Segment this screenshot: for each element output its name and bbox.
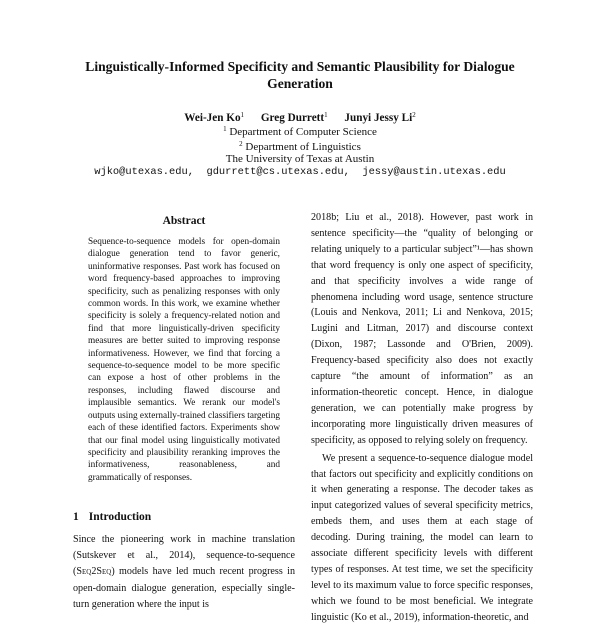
body-paragraph: We present a sequence-to-sequence dialogue model that factors out specificity and explicitly conditions on it when generating a response. The decoder takes as input categorized values of several specificity metrics, embeds them, and uses them at each stage of decoding. During training, the model can learn to associate different specificity levels with different types of responses. At test time, we set the specificity level to its maximum value to force specific responses, which we found to be most beneficial. We integrate linguistic (Ko et al., 2019), information-theoretic, and: [311, 452, 533, 623]
affiliation-mark: 2: [239, 140, 243, 148]
intro-model-name: Seq2Seq: [76, 566, 112, 578]
author-affiliation-mark: 2: [412, 111, 416, 119]
author-name: Greg Durrett: [260, 112, 325, 124]
abstract-heading: Abstract: [162, 215, 206, 227]
section-number: 1: [73, 511, 79, 523]
paper-title: Linguistically-Informed Specificity and Semantic Plausibility for Dialogue Generation: [85, 59, 515, 91]
intro-text-a: Since the pioneering work in machine translation (Sutskever et al., 2014), sequence-to-sequence (: [73, 534, 295, 578]
author-name: Wei-Jen Ko: [184, 112, 241, 124]
intro-text-b: ) models have led much recent progress in open-domain dialogue generation, especially single-turn generation where the input is: [73, 566, 295, 610]
author-affiliation-mark: 1: [324, 111, 328, 119]
author-emails: wjko@utexas.edu, gdurrett@cs.utexas.edu, jessy@austin.utexas.edu: [94, 166, 506, 178]
body-paragraph: 2018b; Liu et al., 2018). However, past work in sentence specificity—the “quality of belonging or relating uniquely to a particular subject”¹—has shown that word frequency is only one aspect of specificity, and that specificity involves a wide range of phenomena including word usage, sentence structure (Louis and Nenkova, 2011; Li and Nenkova, 2015; Lugini and Litman, 2017) and discourse context (Dixon, 1987; Lassonde and O'Brien, 2009). Frequency-based specificity also does not exactly capture “the amount of information” as an information-theoretic concept. Hence, in dialogue generation, we can potentially make progress by incorporating more linguistically driven measures of specificity, as opposed to relying solely on frequency.: [311, 212, 533, 446]
affiliation-text: Department of Computer Science: [229, 126, 377, 138]
right-column: [311, 210, 533, 626]
university: The University of Texas at Austin: [225, 153, 375, 165]
abstract-text: Sequence-to-sequence models for open-domain dialogue generation tend to favor generic, uninformative responses. Past work has focused on word frequency-based approaches to improving specificity, such as penalizing responses with only common words. In this work, we examine whether specificity is solely a frequency-related notion and find that more linguistically-driven specificity measures are better suited to improving response informativeness. However, we find that forcing a sequence-to-sequence model to be more specific can expose a host of other problems in the responses, including flawed discourse and implausible semantics. We rerank our model's outputs using externally-trained classifiers targeting each of these identified factors. Experiments show that our final model using linguistically motivated specificity and plausibility reranking improves the informativeness, reasonableness, and grammatically of responses.: [88, 237, 280, 483]
section-heading-introduction: [73, 511, 151, 523]
affiliation-mark: 1: [223, 125, 227, 133]
author-name: Junyi Jessy Li: [344, 112, 413, 124]
author-affiliation-mark: 1: [240, 111, 245, 119]
affiliation-text: Department of Linguistics: [245, 141, 361, 153]
introduction-paragraph: [73, 532, 295, 613]
section-title: Introduction: [88, 511, 152, 523]
